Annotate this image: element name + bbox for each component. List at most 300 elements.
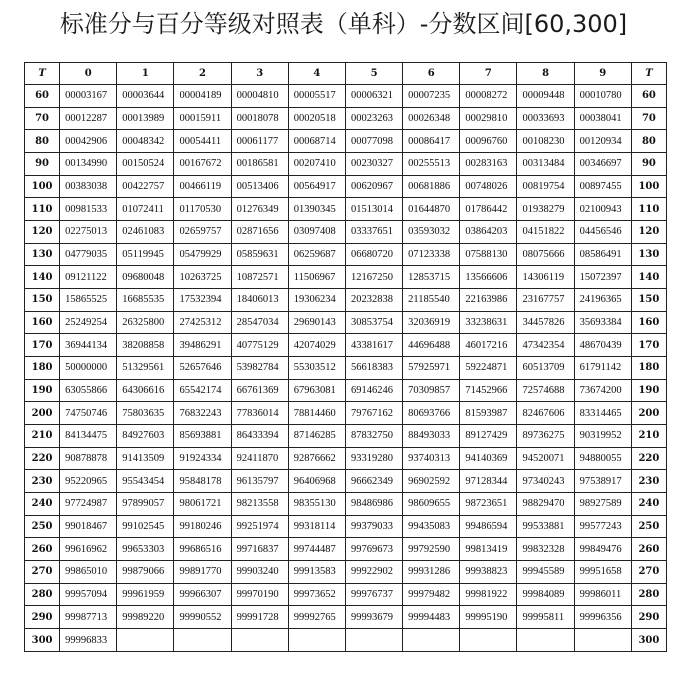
table-cell: 98829470: [517, 493, 574, 516]
table-cell: 02871656: [231, 221, 288, 244]
table-cell: 00048342: [117, 130, 174, 153]
table-cell: 99716837: [231, 538, 288, 561]
column-header: 5: [345, 63, 402, 85]
table-cell: 63055866: [60, 379, 117, 402]
table-cell: 99318114: [288, 515, 345, 538]
table-cell: 00748026: [460, 175, 517, 198]
table-cell: 59224871: [460, 357, 517, 380]
table-cell: 01786442: [460, 198, 517, 221]
row-label-right: 60: [631, 85, 666, 108]
table-row: [25, 175, 667, 198]
table-cell: 99533881: [517, 515, 574, 538]
table-cell: 29690143: [288, 311, 345, 334]
row-label-left: 290: [25, 606, 60, 629]
table-cell: 43381617: [345, 334, 402, 357]
table-row: [25, 606, 667, 629]
column-header: 7: [460, 63, 517, 85]
table-cell: 18406013: [231, 289, 288, 312]
table-row: [25, 221, 667, 244]
table-cell: 02275013: [60, 221, 117, 244]
table-cell: 00007235: [403, 85, 460, 108]
column-header: 6: [403, 63, 460, 85]
row-label-left: 230: [25, 470, 60, 493]
row-label-right: 160: [631, 311, 666, 334]
table-cell: 82467606: [517, 402, 574, 425]
table-cell: 61791142: [574, 357, 631, 380]
table-cell: 99616962: [60, 538, 117, 561]
column-header: 3: [231, 63, 288, 85]
table-cell: [345, 629, 402, 652]
table-cell: 99961959: [117, 583, 174, 606]
table-cell: 93319280: [345, 447, 402, 470]
table-cell: [117, 629, 174, 652]
row-label-right: 150: [631, 289, 666, 312]
table-cell: 99976737: [345, 583, 402, 606]
table-cell: 00564917: [288, 175, 345, 198]
table-cell: 99251974: [231, 515, 288, 538]
table-cell: 10872571: [231, 266, 288, 289]
table-row: [25, 243, 667, 266]
table-cell: 09680048: [117, 266, 174, 289]
table-row: [25, 198, 667, 221]
table-cell: 50000000: [60, 357, 117, 380]
table-cell: 99987713: [60, 606, 117, 629]
table-cell: 98355130: [288, 493, 345, 516]
table-cell: 26325800: [117, 311, 174, 334]
table-cell: 00346697: [574, 153, 631, 176]
table-cell: 52657646: [174, 357, 231, 380]
table-cell: 32036919: [403, 311, 460, 334]
score-percentile-table: [24, 62, 667, 652]
table-cell: 95220965: [60, 470, 117, 493]
table-cell: 44696488: [403, 334, 460, 357]
table-cell: 15072397: [574, 266, 631, 289]
row-label-left: 300: [25, 629, 60, 652]
table-cell: 00033693: [517, 107, 574, 130]
table-cell: 00009448: [517, 85, 574, 108]
table-cell: 99995190: [460, 606, 517, 629]
table-cell: 20232838: [345, 289, 402, 312]
table-cell: 69146246: [345, 379, 402, 402]
table-cell: 99792590: [403, 538, 460, 561]
table-cell: 01170530: [174, 198, 231, 221]
row-label-right: 80: [631, 130, 666, 153]
table-cell: 21185540: [403, 289, 460, 312]
table-cell: 51329561: [117, 357, 174, 380]
row-label-right: 140: [631, 266, 666, 289]
table-cell: 99945589: [517, 561, 574, 584]
table-cell: 53982784: [231, 357, 288, 380]
table-cell: 99435083: [403, 515, 460, 538]
table-cell: 00068714: [288, 130, 345, 153]
table-cell: 99992765: [288, 606, 345, 629]
table-cell: 39486291: [174, 334, 231, 357]
row-label-left: 130: [25, 243, 60, 266]
row-label-right: 70: [631, 107, 666, 130]
table-cell: 00283163: [460, 153, 517, 176]
table-cell: 99989220: [117, 606, 174, 629]
table-cell: 99769673: [345, 538, 402, 561]
table-row: [25, 425, 667, 448]
table-cell: 99951658: [574, 561, 631, 584]
table-cell: 03864203: [460, 221, 517, 244]
table-cell: 90319952: [574, 425, 631, 448]
column-header: 4: [288, 63, 345, 85]
table-cell: 99849476: [574, 538, 631, 561]
table-cell: 00005517: [288, 85, 345, 108]
table-cell: 94880055: [574, 447, 631, 470]
table-cell: 97899057: [117, 493, 174, 516]
table-cell: 81593987: [460, 402, 517, 425]
table-row: [25, 629, 667, 652]
table-cell: 03097408: [288, 221, 345, 244]
row-label-left: 140: [25, 266, 60, 289]
row-label-right: 230: [631, 470, 666, 493]
table-cell: 99686516: [174, 538, 231, 561]
table-cell: 07588130: [460, 243, 517, 266]
row-label-right: 260: [631, 538, 666, 561]
table-cell: 00003167: [60, 85, 117, 108]
table-cell: 99865010: [60, 561, 117, 584]
table-cell: [288, 629, 345, 652]
table-cell: 99991728: [231, 606, 288, 629]
table-cell: 00383038: [60, 175, 117, 198]
table-cell: 00186581: [231, 153, 288, 176]
table-cell: 66761369: [231, 379, 288, 402]
table-cell: 98723651: [460, 493, 517, 516]
table-cell: 99379033: [345, 515, 402, 538]
table-row: [25, 402, 667, 425]
corner-label-right: T: [631, 63, 666, 85]
table-cell: 36944134: [60, 334, 117, 357]
row-label-right: 300: [631, 629, 666, 652]
table-cell: 13566606: [460, 266, 517, 289]
row-label-left: 260: [25, 538, 60, 561]
table-cell: 25249254: [60, 311, 117, 334]
table-cell: 99486594: [460, 515, 517, 538]
table-cell: 99931286: [403, 561, 460, 584]
table-cell: 10263725: [174, 266, 231, 289]
table-cell: 33238631: [460, 311, 517, 334]
table-cell: 99922902: [345, 561, 402, 584]
table-cell: 14306119: [517, 266, 574, 289]
table-cell: 00038041: [574, 107, 631, 130]
table-cell: 35693384: [574, 311, 631, 334]
table-cell: 38208858: [117, 334, 174, 357]
table-cell: 00134990: [60, 153, 117, 176]
table-cell: 99990552: [174, 606, 231, 629]
table-cell: 99879066: [117, 561, 174, 584]
table-cell: 01072411: [117, 198, 174, 221]
table-cell: 83314465: [574, 402, 631, 425]
row-label-right: 210: [631, 425, 666, 448]
table-row: [25, 515, 667, 538]
table-cell: 02659757: [174, 221, 231, 244]
table-cell: 16685535: [117, 289, 174, 312]
table-cell: 92411870: [231, 447, 288, 470]
row-label-left: 240: [25, 493, 60, 516]
row-label-right: 280: [631, 583, 666, 606]
table-cell: 77836014: [231, 402, 288, 425]
table-cell: 88493033: [403, 425, 460, 448]
column-header: 9: [574, 63, 631, 85]
row-label-right: 190: [631, 379, 666, 402]
table-cell: 74750746: [60, 402, 117, 425]
table-cell: 99938823: [460, 561, 517, 584]
table-row: [25, 289, 667, 312]
row-label-left: 190: [25, 379, 60, 402]
table-cell: 00313484: [517, 153, 574, 176]
table-cell: 00207410: [288, 153, 345, 176]
table-cell: 03337651: [345, 221, 402, 244]
table-cell: 48670439: [574, 334, 631, 357]
table-cell: 00061177: [231, 130, 288, 153]
table-cell: 94520071: [517, 447, 574, 470]
row-label-left: 120: [25, 221, 60, 244]
table-cell: 02100943: [574, 198, 631, 221]
table-cell: 80693766: [403, 402, 460, 425]
table-cell: 78814460: [288, 402, 345, 425]
table-cell: 98213558: [231, 493, 288, 516]
table-row: [25, 153, 667, 176]
table-cell: 01644870: [403, 198, 460, 221]
table-cell: 00120934: [574, 130, 631, 153]
table-cell: 96406968: [288, 470, 345, 493]
table-cell: 47342354: [517, 334, 574, 357]
row-label-right: 180: [631, 357, 666, 380]
row-label-right: 240: [631, 493, 666, 516]
row-label-right: 90: [631, 153, 666, 176]
table-cell: 09121122: [60, 266, 117, 289]
table-cell: 00054411: [174, 130, 231, 153]
column-header: 1: [117, 63, 174, 85]
table-cell: 00008272: [460, 85, 517, 108]
table-cell: 08586491: [574, 243, 631, 266]
table-cell: 99996833: [60, 629, 117, 652]
table-row: [25, 379, 667, 402]
table-cell: 98486986: [345, 493, 402, 516]
table-cell: 00012287: [60, 107, 117, 130]
row-label-right: 170: [631, 334, 666, 357]
table-cell: 55303512: [288, 357, 345, 380]
table-cell: 99981922: [460, 583, 517, 606]
table-cell: 00004189: [174, 85, 231, 108]
table-cell: 99973652: [288, 583, 345, 606]
row-label-left: 110: [25, 198, 60, 221]
table-cell: 99970190: [231, 583, 288, 606]
table-row: [25, 334, 667, 357]
table-cell: 76832243: [174, 402, 231, 425]
table-cell: [231, 629, 288, 652]
table-cell: 04779035: [60, 243, 117, 266]
table-cell: 00681886: [403, 175, 460, 198]
table-cell: 84927603: [117, 425, 174, 448]
table-cell: 17532394: [174, 289, 231, 312]
table-cell: 98061721: [174, 493, 231, 516]
table-cell: 90878878: [60, 447, 117, 470]
row-label-right: 290: [631, 606, 666, 629]
row-label-left: 280: [25, 583, 60, 606]
row-label-left: 90: [25, 153, 60, 176]
table-cell: 06259687: [288, 243, 345, 266]
corner-label-left: T: [25, 63, 60, 85]
table-cell: 00026348: [403, 107, 460, 130]
table-cell: 99913583: [288, 561, 345, 584]
table-cell: 01513014: [345, 198, 402, 221]
table-cell: 64306616: [117, 379, 174, 402]
row-label-left: 80: [25, 130, 60, 153]
column-header: 8: [517, 63, 574, 85]
table-cell: 99995811: [517, 606, 574, 629]
table-cell: 99996356: [574, 606, 631, 629]
table-cell: 67963081: [288, 379, 345, 402]
row-label-left: 220: [25, 447, 60, 470]
table-cell: 65542174: [174, 379, 231, 402]
row-label-left: 100: [25, 175, 60, 198]
table-cell: 34457826: [517, 311, 574, 334]
table-cell: 97538917: [574, 470, 631, 493]
table-cell: 46017216: [460, 334, 517, 357]
table-cell: 00108230: [517, 130, 574, 153]
table-cell: 00006321: [345, 85, 402, 108]
table-cell: 87832750: [345, 425, 402, 448]
table-cell: 97724987: [60, 493, 117, 516]
table-cell: 89127429: [460, 425, 517, 448]
table-cell: 00004810: [231, 85, 288, 108]
table-cell: [460, 629, 517, 652]
table-cell: 00230327: [345, 153, 402, 176]
table-cell: [174, 629, 231, 652]
table-cell: [574, 629, 631, 652]
row-label-right: 100: [631, 175, 666, 198]
row-label-right: 250: [631, 515, 666, 538]
table-cell: 00020518: [288, 107, 345, 130]
column-header: 2: [174, 63, 231, 85]
row-label-left: 250: [25, 515, 60, 538]
row-label-left: 150: [25, 289, 60, 312]
table-cell: 04151822: [517, 221, 574, 244]
table-cell: 85693881: [174, 425, 231, 448]
table-cell: 97128344: [460, 470, 517, 493]
table-cell: 00003644: [117, 85, 174, 108]
row-label-right: 110: [631, 198, 666, 221]
table-cell: 07123338: [403, 243, 460, 266]
table-row: [25, 266, 667, 289]
table-cell: [403, 629, 460, 652]
table-cell: 00077098: [345, 130, 402, 153]
table-cell: 19306234: [288, 289, 345, 312]
table-cell: 99984089: [517, 583, 574, 606]
table-cell: 92876662: [288, 447, 345, 470]
table-cell: 57925971: [403, 357, 460, 380]
table-cell: 00167672: [174, 153, 231, 176]
table-cell: 12853715: [403, 266, 460, 289]
table-cell: 98927589: [574, 493, 631, 516]
table-cell: 05479929: [174, 243, 231, 266]
table-cell: 99966307: [174, 583, 231, 606]
table-cell: 02461083: [117, 221, 174, 244]
table-cell: 00010780: [574, 85, 631, 108]
table-cell: 00620967: [345, 175, 402, 198]
table-cell: 99994483: [403, 606, 460, 629]
table-cell: 06680720: [345, 243, 402, 266]
table-cell: 00013989: [117, 107, 174, 130]
table-cell: 00897455: [574, 175, 631, 198]
table-cell: 15865525: [60, 289, 117, 312]
table-cell: 00096760: [460, 130, 517, 153]
table-row: [25, 130, 667, 153]
table-cell: 72574688: [517, 379, 574, 402]
table-row: [25, 447, 667, 470]
row-label-right: 220: [631, 447, 666, 470]
page-title: 标准分与百分等级对照表（单科）-分数区间[60,300]: [59, 10, 628, 38]
table-cell: 40775129: [231, 334, 288, 357]
table-cell: 98609655: [403, 493, 460, 516]
row-label-right: 130: [631, 243, 666, 266]
table-cell: 00255513: [403, 153, 460, 176]
table-cell: 04456546: [574, 221, 631, 244]
table-cell: 27425312: [174, 311, 231, 334]
row-label-left: 170: [25, 334, 60, 357]
table-cell: 01390345: [288, 198, 345, 221]
table-cell: 99018467: [60, 515, 117, 538]
table-cell: 00819754: [517, 175, 574, 198]
table-cell: 00981533: [60, 198, 117, 221]
row-label-left: 60: [25, 85, 60, 108]
table-cell: 30853754: [345, 311, 402, 334]
table-cell: 86433394: [231, 425, 288, 448]
table-cell: 99891770: [174, 561, 231, 584]
table-cell: 75803635: [117, 402, 174, 425]
table-cell: 00023263: [345, 107, 402, 130]
row-label-left: 160: [25, 311, 60, 334]
table-cell: 99102545: [117, 515, 174, 538]
table-cell: 23167757: [517, 289, 574, 312]
table-cell: 99993679: [345, 606, 402, 629]
row-label-left: 210: [25, 425, 60, 448]
table-cell: 01276349: [231, 198, 288, 221]
table-cell: 89736275: [517, 425, 574, 448]
table-cell: 97340243: [517, 470, 574, 493]
table-cell: 99813419: [460, 538, 517, 561]
table-row: [25, 107, 667, 130]
table-cell: 99832328: [517, 538, 574, 561]
row-label-right: 270: [631, 561, 666, 584]
table-cell: 00150524: [117, 153, 174, 176]
table-cell: 99979482: [403, 583, 460, 606]
table-cell: 73674200: [574, 379, 631, 402]
table-cell: 00422757: [117, 175, 174, 198]
table-cell: 42074029: [288, 334, 345, 357]
table-cell: 96662349: [345, 470, 402, 493]
table-cell: 96902592: [403, 470, 460, 493]
table-row: [25, 470, 667, 493]
table-cell: 00015911: [174, 107, 231, 130]
table-cell: 00042906: [60, 130, 117, 153]
table-cell: 71452966: [460, 379, 517, 402]
table-cell: 08075666: [517, 243, 574, 266]
table-row: [25, 85, 667, 108]
table-cell: 01938279: [517, 198, 574, 221]
row-label-left: 200: [25, 402, 60, 425]
table-cell: 03593032: [403, 221, 460, 244]
table-cell: 00466119: [174, 175, 231, 198]
table-cell: 84134475: [60, 425, 117, 448]
table-cell: 87146285: [288, 425, 345, 448]
column-header: 0: [60, 63, 117, 85]
table-cell: 11506967: [288, 266, 345, 289]
table-cell: 96135797: [231, 470, 288, 493]
